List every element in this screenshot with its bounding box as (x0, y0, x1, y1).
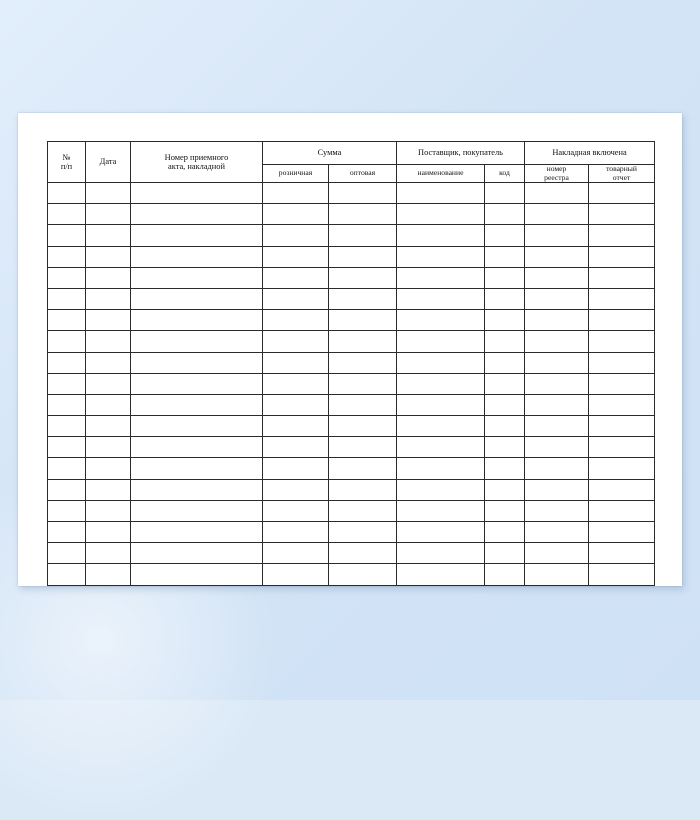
table-cell[interactable] (589, 204, 655, 225)
table-cell[interactable] (589, 267, 655, 288)
header-cell-date: Дата (86, 142, 131, 183)
document-page (18, 113, 682, 586)
table-cell[interactable] (485, 564, 525, 585)
table-cell[interactable] (86, 458, 131, 479)
table-cell[interactable] (397, 246, 485, 267)
table-row[interactable] (48, 331, 655, 352)
table-cell[interactable] (397, 416, 485, 437)
table-cell[interactable] (131, 288, 263, 309)
table-cell[interactable] (263, 394, 329, 415)
header-cell-wholesale: оптовая (329, 165, 397, 183)
table-cell[interactable] (397, 352, 485, 373)
table-cell[interactable] (86, 352, 131, 373)
table-cell[interactable] (48, 416, 86, 437)
table-cell[interactable] (263, 416, 329, 437)
table-header-top-row (48, 142, 655, 165)
table-cell[interactable] (131, 204, 263, 225)
table-cell[interactable] (86, 543, 131, 564)
table-cell[interactable] (48, 267, 86, 288)
table-cell[interactable] (525, 543, 589, 564)
table-cell[interactable] (86, 183, 131, 204)
table-cell[interactable] (589, 352, 655, 373)
table-cell[interactable] (263, 225, 329, 246)
table-cell[interactable] (589, 183, 655, 204)
table-row[interactable] (48, 225, 655, 246)
table-cell[interactable] (397, 394, 485, 415)
table-cell[interactable] (131, 479, 263, 500)
table-cell[interactable] (48, 522, 86, 543)
table-cell[interactable] (525, 416, 589, 437)
table-cell[interactable] (86, 564, 131, 585)
table-cell[interactable] (131, 500, 263, 521)
table-cell[interactable] (329, 267, 397, 288)
table-cell[interactable] (48, 246, 86, 267)
table-cell[interactable] (329, 394, 397, 415)
table-cell[interactable] (329, 310, 397, 331)
table-cell[interactable] (525, 373, 589, 394)
table-row[interactable] (48, 352, 655, 373)
table-cell[interactable] (263, 183, 329, 204)
table-cell[interactable] (525, 267, 589, 288)
table-cell[interactable] (485, 183, 525, 204)
table-cell[interactable] (263, 288, 329, 309)
table-cell[interactable] (48, 394, 86, 415)
table-cell[interactable] (485, 331, 525, 352)
header-cell-goods-report (589, 165, 655, 183)
header-cell-act-number (131, 142, 263, 183)
table-cell[interactable] (589, 416, 655, 437)
table-cell[interactable] (397, 479, 485, 500)
table-cell[interactable] (131, 331, 263, 352)
table-cell[interactable] (86, 373, 131, 394)
table-cell[interactable] (263, 310, 329, 331)
header-act-number-line1: Номер приемного (164, 152, 229, 162)
table-cell[interactable] (329, 500, 397, 521)
table-cell[interactable] (329, 246, 397, 267)
table-cell[interactable] (329, 416, 397, 437)
register-table (47, 141, 655, 586)
table-cell[interactable] (131, 543, 263, 564)
table-cell[interactable] (589, 373, 655, 394)
table-row[interactable] (48, 373, 655, 394)
table-cell[interactable] (525, 500, 589, 521)
header-cell-registry-number (525, 165, 589, 183)
table-cell[interactable] (589, 246, 655, 267)
table-row[interactable] (48, 246, 655, 267)
table-cell[interactable] (485, 204, 525, 225)
table-cell[interactable] (329, 225, 397, 246)
table-cell[interactable] (263, 479, 329, 500)
table-cell[interactable] (589, 394, 655, 415)
table-cell[interactable] (589, 225, 655, 246)
table-cell[interactable] (86, 522, 131, 543)
table-cell[interactable] (397, 331, 485, 352)
table-cell[interactable] (485, 225, 525, 246)
table-row[interactable] (48, 479, 655, 500)
header-act-number-line2: акта, накладной (168, 162, 225, 171)
table-cell[interactable] (397, 500, 485, 521)
table-row[interactable] (48, 500, 655, 521)
table-cell[interactable] (397, 437, 485, 458)
table-cell[interactable] (329, 522, 397, 543)
header-cell-retail: розничная (263, 165, 329, 183)
table-cell[interactable] (525, 522, 589, 543)
header-registry-line2: реестра (544, 172, 569, 182)
table-cell[interactable] (525, 437, 589, 458)
header-group-summa: Сумма (263, 142, 397, 165)
table-cell[interactable] (131, 373, 263, 394)
table-cell[interactable] (263, 543, 329, 564)
table-cell[interactable] (485, 352, 525, 373)
table-cell[interactable] (48, 479, 86, 500)
table-cell[interactable] (485, 458, 525, 479)
table-cell[interactable] (589, 543, 655, 564)
table-cell[interactable] (329, 373, 397, 394)
table-cell[interactable] (485, 310, 525, 331)
table-cell[interactable] (263, 564, 329, 585)
table-row[interactable] (48, 416, 655, 437)
table-row[interactable] (48, 437, 655, 458)
table-cell[interactable] (589, 331, 655, 352)
table-cell[interactable] (131, 458, 263, 479)
table-cell[interactable] (589, 310, 655, 331)
table-cell[interactable] (263, 352, 329, 373)
table-cell[interactable] (397, 564, 485, 585)
table-cell[interactable] (525, 183, 589, 204)
table-cell[interactable] (329, 543, 397, 564)
table-cell[interactable] (589, 564, 655, 585)
table-row[interactable] (48, 183, 655, 204)
table-cell[interactable] (329, 458, 397, 479)
header-number-line2: п/п (60, 162, 73, 171)
table-cell[interactable] (48, 204, 86, 225)
table-cell[interactable] (263, 522, 329, 543)
table-body (48, 183, 655, 586)
table-row[interactable] (48, 204, 655, 225)
header-cell-number (48, 142, 86, 183)
table-cell[interactable] (525, 331, 589, 352)
table-cell[interactable] (131, 352, 263, 373)
table-cell[interactable] (48, 225, 86, 246)
table-cell[interactable] (86, 225, 131, 246)
table-cell[interactable] (48, 331, 86, 352)
table-cell[interactable] (485, 479, 525, 500)
table-cell[interactable] (525, 394, 589, 415)
table-cell[interactable] (589, 479, 655, 500)
table-cell[interactable] (131, 267, 263, 288)
table-cell[interactable] (86, 310, 131, 331)
table-cell[interactable] (263, 331, 329, 352)
table-row[interactable] (48, 310, 655, 331)
table-cell[interactable] (329, 183, 397, 204)
table-row[interactable] (48, 288, 655, 309)
table-cell[interactable] (48, 543, 86, 564)
table-cell[interactable] (263, 500, 329, 521)
table-cell[interactable] (131, 183, 263, 204)
table-cell[interactable] (329, 479, 397, 500)
table-cell[interactable] (397, 373, 485, 394)
table-cell[interactable] (397, 310, 485, 331)
header-number-line1: № (62, 152, 71, 162)
table-cell[interactable] (589, 458, 655, 479)
table-cell[interactable] (589, 500, 655, 521)
table-cell[interactable] (48, 310, 86, 331)
table-cell[interactable] (485, 288, 525, 309)
table-cell[interactable] (525, 288, 589, 309)
table-cell[interactable] (485, 416, 525, 437)
table-cell[interactable] (397, 458, 485, 479)
table-cell[interactable] (485, 500, 525, 521)
table-cell[interactable] (485, 394, 525, 415)
table-cell[interactable] (485, 437, 525, 458)
table-cell[interactable] (86, 246, 131, 267)
table-cell[interactable] (397, 288, 485, 309)
header-report-line2: отчет (612, 172, 631, 182)
table-cell[interactable] (397, 522, 485, 543)
table-cell[interactable] (263, 204, 329, 225)
table-cell[interactable] (525, 246, 589, 267)
table-cell[interactable] (86, 416, 131, 437)
table-cell[interactable] (397, 204, 485, 225)
table-cell[interactable] (131, 522, 263, 543)
table-cell[interactable] (86, 267, 131, 288)
table-cell[interactable] (263, 437, 329, 458)
table-row[interactable] (48, 394, 655, 415)
table-cell[interactable] (397, 543, 485, 564)
table-cell[interactable] (485, 246, 525, 267)
table-cell[interactable] (48, 352, 86, 373)
table-cell[interactable] (48, 500, 86, 521)
table-cell[interactable] (131, 416, 263, 437)
table-cell[interactable] (131, 564, 263, 585)
table-cell[interactable] (86, 204, 131, 225)
table-cell[interactable] (86, 394, 131, 415)
table-cell[interactable] (397, 267, 485, 288)
table-cell[interactable] (263, 246, 329, 267)
table-cell[interactable] (48, 437, 86, 458)
table-cell[interactable] (589, 437, 655, 458)
table-cell[interactable] (329, 288, 397, 309)
table-cell[interactable] (525, 458, 589, 479)
table-cell[interactable] (589, 288, 655, 309)
table-cell[interactable] (131, 437, 263, 458)
header-cell-supplier-name: наименование (397, 165, 485, 183)
table-cell[interactable] (86, 437, 131, 458)
table-cell[interactable] (86, 500, 131, 521)
table-row[interactable] (48, 267, 655, 288)
table-cell[interactable] (131, 246, 263, 267)
table-cell[interactable] (525, 564, 589, 585)
table-cell[interactable] (485, 543, 525, 564)
table-row[interactable] (48, 543, 655, 564)
table-cell[interactable] (48, 183, 86, 204)
table-cell[interactable] (525, 479, 589, 500)
table-row[interactable] (48, 522, 655, 543)
register-table-container (47, 141, 654, 586)
header-group-supplier: Поставщик, покупатель (397, 142, 525, 165)
table-cell[interactable] (525, 225, 589, 246)
table-cell[interactable] (263, 458, 329, 479)
table-cell[interactable] (525, 204, 589, 225)
header-cell-supplier-code: код (485, 165, 525, 183)
table-cell[interactable] (485, 267, 525, 288)
table-cell[interactable] (263, 373, 329, 394)
table-cell[interactable] (131, 225, 263, 246)
table-cell[interactable] (329, 352, 397, 373)
header-registry-line1: номер (546, 164, 567, 174)
table-cell[interactable] (86, 331, 131, 352)
table-cell[interactable] (329, 204, 397, 225)
table-cell[interactable] (485, 373, 525, 394)
table-cell[interactable] (48, 564, 86, 585)
table-cell[interactable] (329, 437, 397, 458)
table-cell[interactable] (131, 310, 263, 331)
table-cell[interactable] (589, 522, 655, 543)
header-report-line1: товарный (606, 164, 637, 174)
table-row[interactable] (48, 458, 655, 479)
table-cell[interactable] (86, 288, 131, 309)
table-row[interactable] (48, 564, 655, 585)
table-cell[interactable] (48, 373, 86, 394)
table-cell[interactable] (525, 310, 589, 331)
header-group-included: Накладная включена (525, 142, 655, 165)
table-cell[interactable] (48, 288, 86, 309)
table-cell[interactable] (485, 522, 525, 543)
table-cell[interactable] (48, 458, 86, 479)
table-cell[interactable] (131, 394, 263, 415)
table-cell[interactable] (397, 225, 485, 246)
table-cell[interactable] (86, 479, 131, 500)
table-cell[interactable] (329, 564, 397, 585)
table-cell[interactable] (525, 352, 589, 373)
table-cell[interactable] (329, 331, 397, 352)
table-cell[interactable] (263, 267, 329, 288)
table-cell[interactable] (397, 183, 485, 204)
